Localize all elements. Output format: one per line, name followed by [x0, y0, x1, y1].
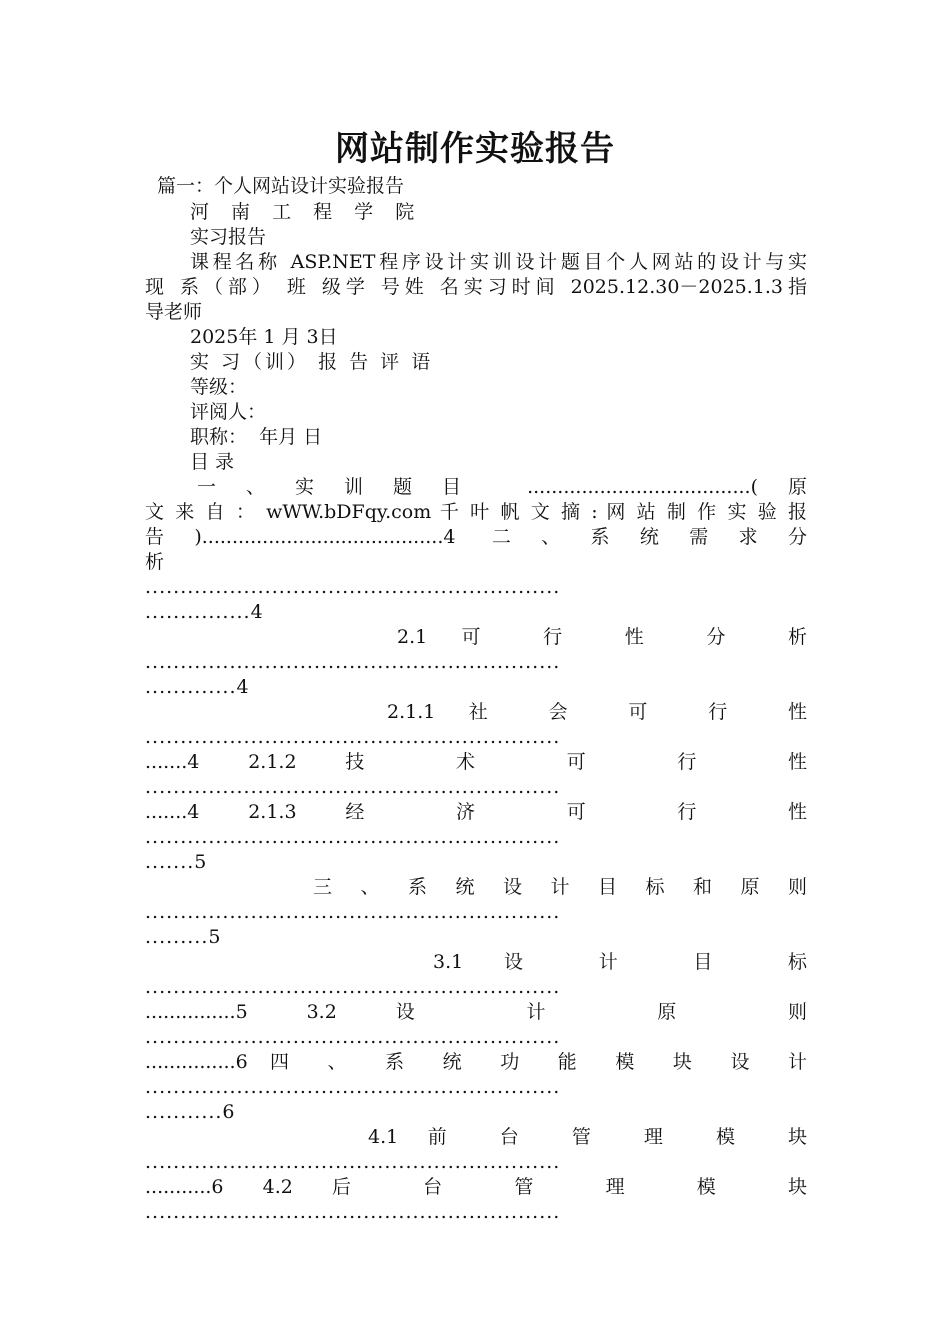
toc-line: 文 来 自 ： wWW.bDFqy.com 千 叶 帆 文 摘 : 网 站 制 作 实 验 报	[145, 501, 807, 523]
toc-line: 告)........................................4 二、系统需求分	[145, 526, 807, 548]
toc-leader: ...........................................................	[145, 1151, 561, 1173]
department-line: 现 系（部） 班 级学 号姓 名实习时间 2025.12.30－2025.1.3指	[145, 276, 807, 298]
toc-line: 析	[145, 551, 165, 573]
grade-line: 等级：	[190, 376, 248, 398]
toc-leader-page: ...........6	[145, 1101, 236, 1123]
toc-line: ...............6 四 、 系 统 功 能 模 块 设 计	[145, 1051, 807, 1073]
toc-leader-page: .......5	[145, 851, 208, 873]
toc-leader-page: .............4	[145, 676, 250, 698]
toc-line: ...............5 3.2 设 计 原 则	[145, 1001, 807, 1023]
school-name: 河 南 工 程 学 院	[190, 201, 423, 223]
section-heading: 篇一：个人网站设计实验报告	[157, 175, 405, 197]
report-type: 实习报告	[190, 226, 267, 248]
toc-leader: ...........................................................	[145, 901, 561, 923]
toc-line: .......4 2.1.2 技 术 可 行 性	[145, 751, 807, 773]
comment-heading: 实 习（训） 报 告 评 语	[190, 351, 434, 373]
toc-line: 2.1.1 社 会 可 行 性	[387, 701, 807, 723]
toc-leader-page: .........5	[145, 926, 222, 948]
toc-heading: 目 录	[190, 451, 235, 473]
toc-leader: ...........................................................	[145, 776, 561, 798]
toc-line: .......4 2.1.3 经 济 可 行 性	[145, 801, 807, 823]
toc-line: 3.1 设 计 目 标	[433, 951, 807, 973]
title-date-line: 职称： 年月 日	[190, 426, 323, 448]
document-title: 网站制作实验报告	[335, 129, 615, 169]
toc-leader: ...........................................................	[145, 1076, 561, 1098]
reviewer-line: 评阅人：	[190, 401, 267, 423]
date-line: 2025年 1 月 3日	[190, 326, 338, 348]
toc-line: 三 、 系 统 设 计 目 标 和 原 则	[313, 876, 807, 898]
toc-leader: ...........................................................	[145, 726, 561, 748]
course-line: 课程名称 ASP.NET程序设计实训设计题目个人网站的设计与实	[190, 251, 807, 273]
toc-leader: ...........................................................	[145, 576, 561, 598]
advisor-line: 导老师	[145, 301, 203, 323]
toc-line: ...........6 4.2 后 台 管 理 模 块	[145, 1176, 807, 1198]
toc-leader: ...........................................................	[145, 1201, 561, 1223]
toc-line: 4.1 前 台 管 理 模 块	[368, 1126, 807, 1148]
toc-line: 一、实训题目 .....................................(原	[197, 476, 807, 498]
toc-leader-page: ...............4	[145, 601, 264, 623]
toc-leader: ...........................................................	[145, 1026, 561, 1048]
toc-leader: ...........................................................	[145, 976, 561, 998]
toc-line: 2.1 可 行 性 分 析	[397, 626, 807, 648]
toc-leader: ...........................................................	[145, 826, 561, 848]
toc-leader: ...........................................................	[145, 651, 561, 673]
